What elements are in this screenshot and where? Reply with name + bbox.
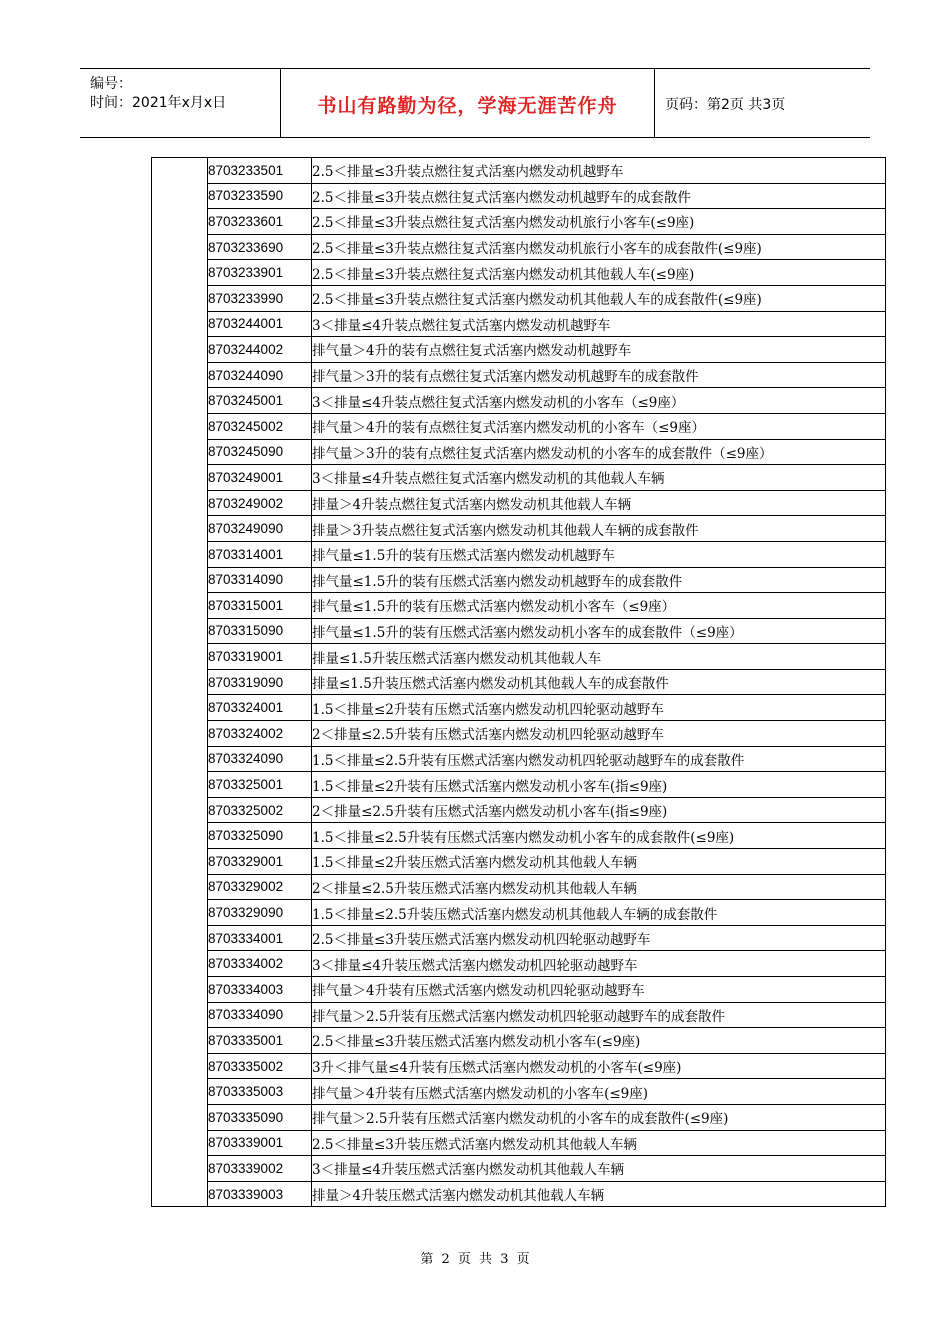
tariff-code-cell: 8703319090: [208, 669, 312, 695]
tariff-code-cell: 8703335090: [208, 1104, 312, 1130]
table-row: [152, 209, 886, 235]
table-row: [152, 516, 886, 542]
description-cell: 2.5＜排量≤3升装点燃往复式活塞内燃发动机旅行小客车的成套散件(≤9座): [312, 234, 886, 260]
description-cell: 3＜排量≤4升装点燃往复式活塞内燃发动机越野车: [312, 311, 886, 337]
description-cell: 排气量＞2.5升装有压燃式活塞内燃发动机的小客车的成套散件(≤9座): [312, 1104, 886, 1130]
description-cell: 排量＞4升装点燃往复式活塞内燃发动机其他载人车辆: [312, 490, 886, 516]
table-row: [152, 388, 886, 414]
tariff-code-cell: 8703325002: [208, 797, 312, 823]
table-row: [152, 874, 886, 900]
tariff-code-cell: 8703233501: [208, 158, 312, 184]
description-cell: 2.5＜排量≤3升装压燃式活塞内燃发动机小客车(≤9座): [312, 1028, 886, 1054]
description-cell: 排气量＞4升装有压燃式活塞内燃发动机的小客车(≤9座): [312, 1079, 886, 1105]
page-header: [80, 68, 870, 138]
tariff-code-cell: 8703334003: [208, 977, 312, 1003]
description-cell: 2.5＜排量≤3升装点燃往复式活塞内燃发动机其他载人车的成套散件(≤9座): [312, 285, 886, 311]
tariff-code-cell: 8703249090: [208, 516, 312, 542]
header-meta-cell: [80, 69, 281, 137]
description-cell: 2.5＜排量≤3升装压燃式活塞内燃发动机四轮驱动越野车: [312, 925, 886, 951]
tariff-code-cell: 8703335002: [208, 1053, 312, 1079]
tariff-code-cell: 8703339002: [208, 1156, 312, 1182]
description-cell: 2.5＜排量≤3升装点燃往复式活塞内燃发动机越野车的成套散件: [312, 183, 886, 209]
tariff-code-cell: 8703339001: [208, 1130, 312, 1156]
tariff-code-cell: 8703334002: [208, 951, 312, 977]
header-page-cell: [655, 69, 870, 137]
description-cell: 排气量≤1.5升的装有压燃式活塞内燃发动机越野车: [312, 541, 886, 567]
tariff-code-cell: 8703244001: [208, 311, 312, 337]
tariff-code-cell: 8703325090: [208, 823, 312, 849]
table-row: [152, 337, 886, 363]
header-page-number: 页码：第2页 共3页: [665, 97, 786, 113]
table-row: [152, 260, 886, 286]
description-cell: 2.5＜排量≤3升装点燃往复式活塞内燃发动机其他载人车(≤9座): [312, 260, 886, 286]
document-date-label: 时间：2021年x月x日: [90, 95, 227, 111]
tariff-code-cell: 8703314001: [208, 541, 312, 567]
table-row: [152, 797, 886, 823]
tariff-code-cell: 8703329001: [208, 849, 312, 875]
table-row: [152, 1181, 886, 1207]
tariff-code-cell: 8703314090: [208, 567, 312, 593]
document-number-label: 编号：: [90, 76, 132, 92]
description-cell: 排气量≤1.5升的装有压燃式活塞内燃发动机小客车的成套散件（≤9座）: [312, 618, 886, 644]
tariff-code-cell: 8703324090: [208, 746, 312, 772]
description-cell: 2.5＜排量≤3升装点燃往复式活塞内燃发动机旅行小客车(≤9座): [312, 209, 886, 235]
table-row: [152, 593, 886, 619]
table-row: [152, 465, 886, 491]
description-cell: 1.5＜排量≤2升装压燃式活塞内燃发动机其他载人车辆: [312, 849, 886, 875]
header-motto: 书山有路勤为径，学海无涯苦作舟: [317, 95, 618, 117]
table-row: [152, 183, 886, 209]
tariff-code-cell: 8703325001: [208, 772, 312, 798]
table-row: [152, 234, 886, 260]
tariff-code-cell: 8703329002: [208, 874, 312, 900]
description-cell: 1.5＜排量≤2.5升装有压燃式活塞内燃发动机四轮驱动越野车的成套散件: [312, 746, 886, 772]
table-row: [152, 311, 886, 337]
description-cell: 排气量≤1.5升的装有压燃式活塞内燃发动机小客车（≤9座）: [312, 593, 886, 619]
table-row: [152, 823, 886, 849]
description-cell: 排气量＞4升装有压燃式活塞内燃发动机四轮驱动越野车: [312, 977, 886, 1003]
tariff-code-cell: 8703245002: [208, 413, 312, 439]
table-row: [152, 1104, 886, 1130]
tariff-code-cell: 8703245001: [208, 388, 312, 414]
tariff-code-cell: 8703315090: [208, 618, 312, 644]
page-footer: 第 2 页 共 3 页: [420, 1252, 530, 1267]
description-cell: 2＜排量≤2.5升装有压燃式活塞内燃发动机小客车(指≤9座): [312, 797, 886, 823]
table-row: [152, 567, 886, 593]
tariff-code-cell: 8703233990: [208, 285, 312, 311]
description-cell: 排气量＞3升的装有点燃往复式活塞内燃发动机越野车的成套散件: [312, 362, 886, 388]
tariff-code-cell: 8703315001: [208, 593, 312, 619]
description-cell: 排量＞4升装压燃式活塞内燃发动机其他载人车辆: [312, 1181, 886, 1207]
table-row: [152, 413, 886, 439]
description-cell: 2＜排量≤2.5升装压燃式活塞内燃发动机其他载人车辆: [312, 874, 886, 900]
description-cell: 排量＞3升装点燃往复式活塞内燃发动机其他载人车辆的成套散件: [312, 516, 886, 542]
description-cell: 2＜排量≤2.5升装有压燃式活塞内燃发动机四轮驱动越野车: [312, 721, 886, 747]
tariff-code-cell: 8703233601: [208, 209, 312, 235]
description-cell: 3升＜排气量≤4升装有压燃式活塞内燃发动机的小客车(≤9座): [312, 1053, 886, 1079]
tariff-code-cell: 8703335003: [208, 1079, 312, 1105]
description-cell: 2.5＜排量≤3升装压燃式活塞内燃发动机其他载人车辆: [312, 1130, 886, 1156]
tariff-code-cell: 8703244002: [208, 337, 312, 363]
tariff-code-cell: 8703339003: [208, 1181, 312, 1207]
description-cell: 排量≤1.5升装压燃式活塞内燃发动机其他载人车的成套散件: [312, 669, 886, 695]
table-row: [152, 644, 886, 670]
tariff-code-cell: 8703249001: [208, 465, 312, 491]
table-row: [152, 925, 886, 951]
table-body: [152, 158, 886, 1207]
table-row: [152, 158, 886, 184]
tariff-code-cell: 8703319001: [208, 644, 312, 670]
table-row: [152, 695, 886, 721]
table-row: [152, 1053, 886, 1079]
table-row: [152, 1130, 886, 1156]
table-row: [152, 490, 886, 516]
description-cell: 3＜排量≤4升装点燃往复式活塞内燃发动机的其他载人车辆: [312, 465, 886, 491]
description-cell: 排气量＞4升的装有点燃往复式活塞内燃发动机越野车: [312, 337, 886, 363]
table-row: [152, 900, 886, 926]
table-row: [152, 285, 886, 311]
description-cell: 3＜排量≤4升装压燃式活塞内燃发动机其他载人车辆: [312, 1156, 886, 1182]
tariff-code-cell: 8703324002: [208, 721, 312, 747]
table-row: [152, 721, 886, 747]
table-row: [152, 541, 886, 567]
table-row: [152, 439, 886, 465]
table-row: [152, 362, 886, 388]
table-row: [152, 746, 886, 772]
table-row: [152, 1079, 886, 1105]
tariff-code-cell: 8703233690: [208, 234, 312, 260]
table-row: [152, 618, 886, 644]
description-cell: 1.5＜排量≤2升装有压燃式活塞内燃发动机小客车(指≤9座): [312, 772, 886, 798]
tariff-code-cell: 8703249002: [208, 490, 312, 516]
tariff-code-cell: 8703329090: [208, 900, 312, 926]
header-motto-cell: [281, 69, 655, 137]
category-column-blank: [152, 158, 208, 1207]
description-cell: 2.5＜排量≤3升装点燃往复式活塞内燃发动机越野车: [312, 158, 886, 184]
table-row: [152, 669, 886, 695]
table-row: [152, 1028, 886, 1054]
tariff-code-cell: 8703334090: [208, 1002, 312, 1028]
description-cell: 3＜排量≤4升装压燃式活塞内燃发动机四轮驱动越野车: [312, 951, 886, 977]
description-cell: 排气量＞4升的装有点燃往复式活塞内燃发动机的小客车（≤9座）: [312, 413, 886, 439]
tariff-code-cell: 8703335001: [208, 1028, 312, 1054]
description-cell: 排气量＞3升的装有点燃往复式活塞内燃发动机的小客车的成套散件（≤9座）: [312, 439, 886, 465]
description-cell: 1.5＜排量≤2升装有压燃式活塞内燃发动机四轮驱动越野车: [312, 695, 886, 721]
tariff-code-cell: 8703324001: [208, 695, 312, 721]
table-row: [152, 849, 886, 875]
tariff-code-cell: 8703245090: [208, 439, 312, 465]
table-row: [152, 977, 886, 1003]
table-row: [152, 772, 886, 798]
description-cell: 排气量≤1.5升的装有压燃式活塞内燃发动机越野车的成套散件: [312, 567, 886, 593]
description-cell: 3＜排量≤4升装点燃往复式活塞内燃发动机的小客车（≤9座）: [312, 388, 886, 414]
tariff-code-cell: 8703334001: [208, 925, 312, 951]
tariff-code-cell: 8703233901: [208, 260, 312, 286]
description-cell: 1.5＜排量≤2.5升装有压燃式活塞内燃发动机小客车的成套散件(≤9座): [312, 823, 886, 849]
table-row: [152, 1002, 886, 1028]
description-cell: 排量≤1.5升装压燃式活塞内燃发动机其他载人车: [312, 644, 886, 670]
description-cell: 排气量＞2.5升装有压燃式活塞内燃发动机四轮驱动越野车的成套散件: [312, 1002, 886, 1028]
description-cell: 1.5＜排量≤2.5升装压燃式活塞内燃发动机其他载人车辆的成套散件: [312, 900, 886, 926]
tariff-code-table: [151, 157, 886, 1207]
tariff-code-cell: 8703233590: [208, 183, 312, 209]
table-row: [152, 951, 886, 977]
table-row: [152, 1156, 886, 1182]
tariff-code-cell: 8703244090: [208, 362, 312, 388]
